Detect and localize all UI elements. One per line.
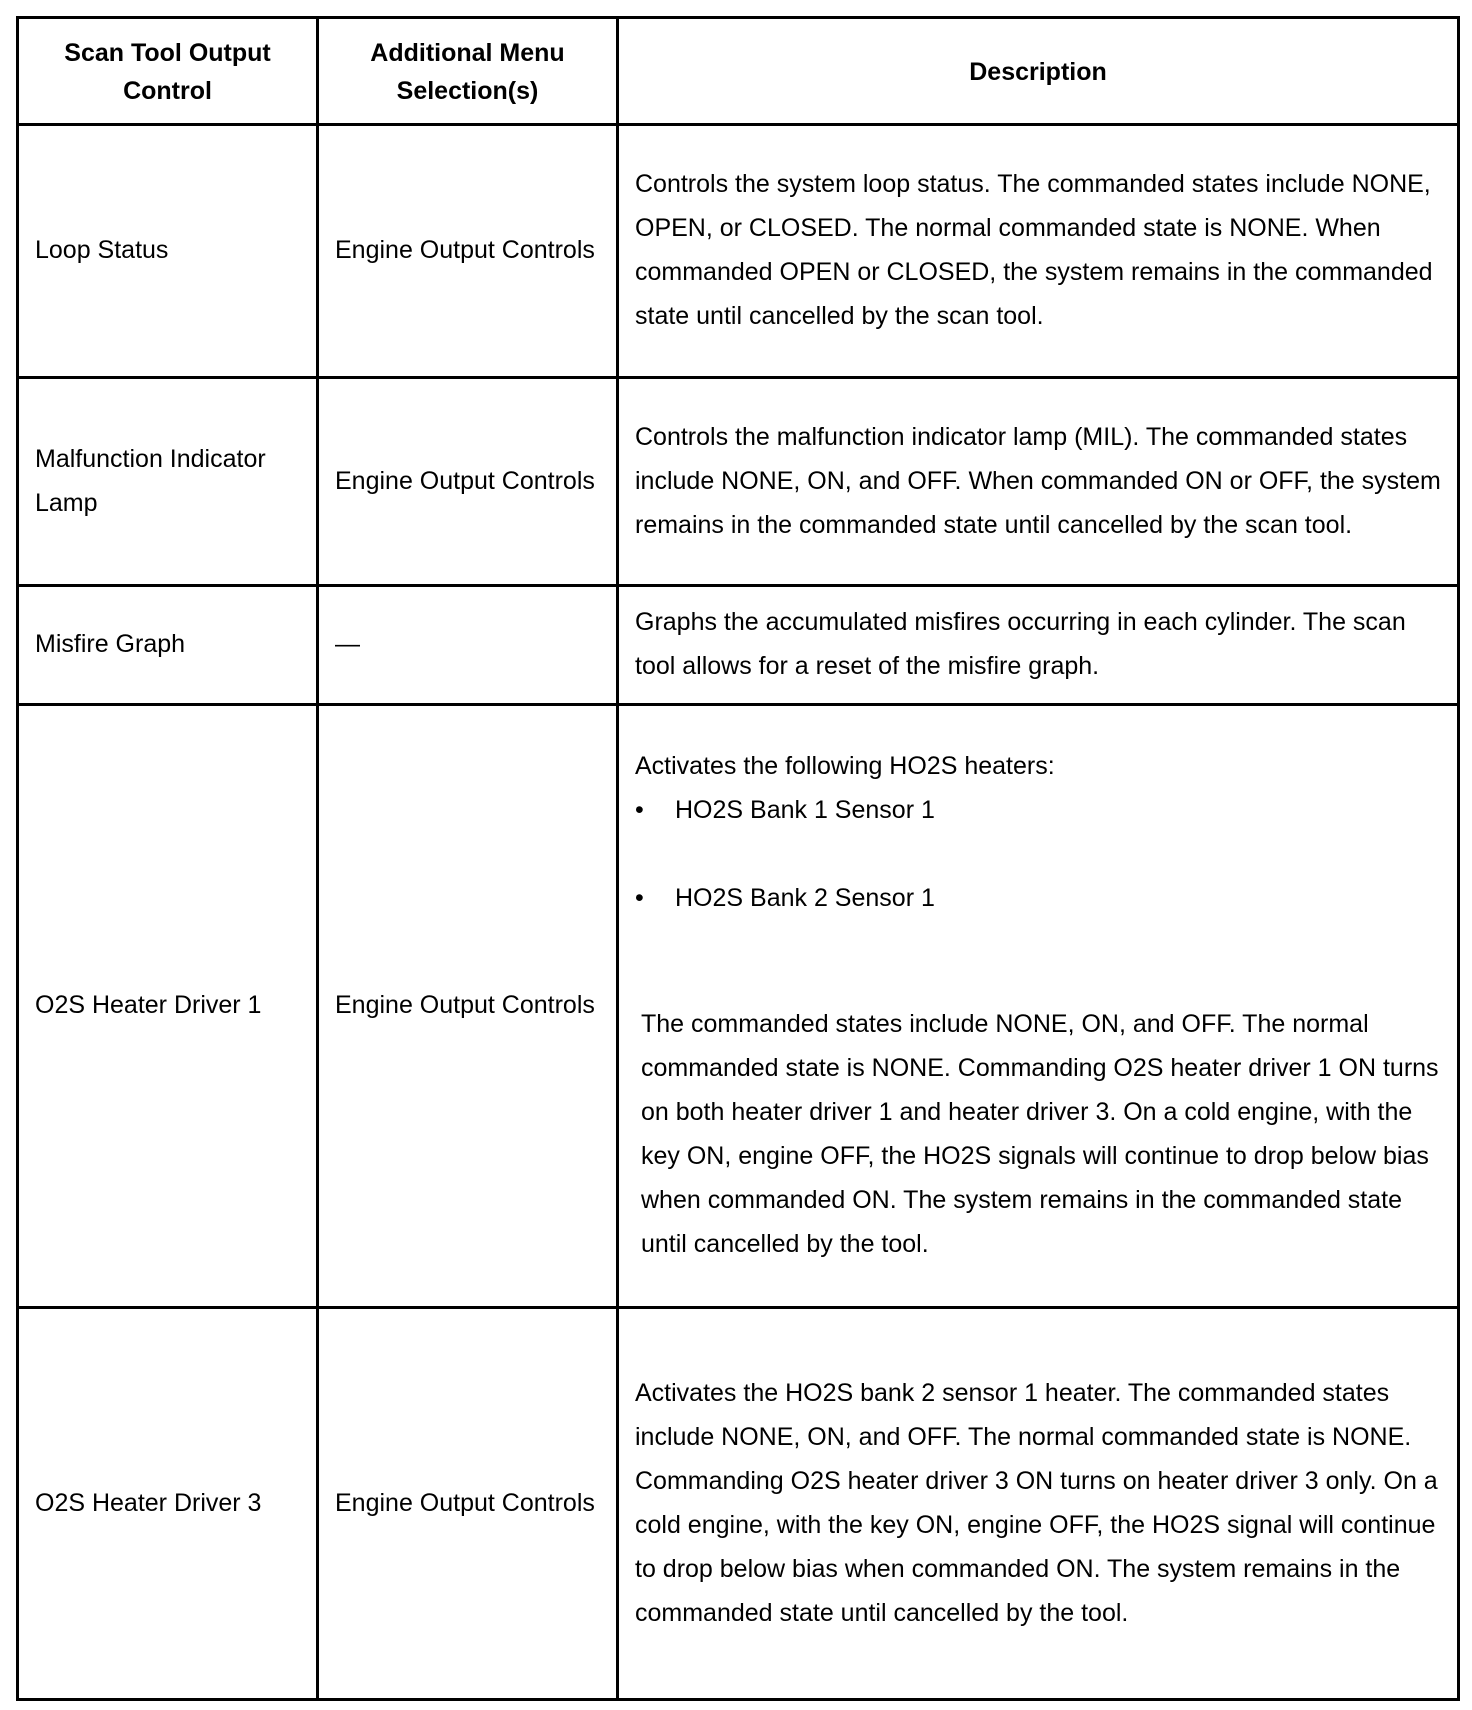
cell-description [618, 1308, 1459, 1700]
cell-menu: Engine Output Controls [318, 1308, 618, 1700]
table-row [18, 378, 1459, 586]
bullet-icon: • [635, 796, 644, 824]
list-item-text: HO2S Bank 2 Sensor 1 [675, 884, 935, 912]
cell-menu: Engine Output Controls [318, 378, 618, 586]
table-row [18, 1308, 1459, 1700]
header-description: Description [618, 18, 1459, 125]
header-menu: Additional Menu Selection(s) [318, 18, 618, 125]
cell-menu: — [318, 586, 618, 705]
heater-list [635, 788, 1441, 920]
table-row [18, 586, 1459, 705]
description-text: Graphs the accumulated misfires occurring in each cylinder. The scan tool allows for a reset of the misfire graph. [635, 608, 1406, 680]
description-lead: Activates the following HO2S heaters: [635, 752, 1055, 780]
header-control: Scan Tool Output Control [18, 18, 318, 125]
description-text: Controls the system loop status. The commanded states include NONE, OPEN, or CLOSED. The normal commanded state is NONE. When commanded OPEN or CLOSED, the system remains in the commanded state until cancelled by the scan tool. [635, 170, 1433, 330]
description-text: Activates the HO2S bank 2 sensor 1 heater. The commanded states include NONE, ON, and OFF. The normal commanded state is NONE. Commanding O2S heater driver 3 ON turns on heater driver 3 only. On a cold engine, with the key ON, engine OFF, the HO2S signal will continue to drop below bias when commanded ON. The system remains in the commanded state until cancelled by the tool. [635, 1378, 1438, 1627]
cell-description [618, 586, 1459, 705]
cell-menu: Engine Output Controls [318, 125, 618, 378]
header-row [18, 18, 1459, 125]
cell-control: Loop Status [18, 125, 318, 378]
cell-description [618, 125, 1459, 378]
cell-menu: Engine Output Controls [318, 705, 618, 1308]
cell-description [618, 705, 1459, 1308]
cell-description [618, 378, 1459, 586]
list-item-text: HO2S Bank 1 Sensor 1 [675, 796, 935, 824]
output-controls-table [16, 16, 1460, 1701]
cell-control: Malfunction Indicator Lamp [18, 378, 318, 586]
cell-control: O2S Heater Driver 3 [18, 1308, 318, 1700]
bullet-icon: • [635, 884, 644, 912]
list-item [635, 788, 1441, 832]
description-text: The commanded states include NONE, ON, and OFF. The normal commanded state is NONE. Commanding O2S heater driver 1 ON turns on both heater driver 1 and heater driver 3. On a cold engine, with the key ON, engine OFF, the HO2S signals will continue to drop below bias when commanded ON. The system remains in the commanded state until cancelled by the tool. [641, 1010, 1439, 1258]
table-row [18, 125, 1459, 378]
cell-control: Misfire Graph [18, 586, 318, 705]
cell-control: O2S Heater Driver 1 [18, 705, 318, 1308]
list-item [635, 876, 1441, 920]
description-text: Controls the malfunction indicator lamp (MIL). The commanded states include NONE, ON, and OFF. When commanded ON or OFF, the system remains in the commanded state until cancelled by the scan tool. [635, 422, 1441, 539]
table-row [18, 705, 1459, 1308]
